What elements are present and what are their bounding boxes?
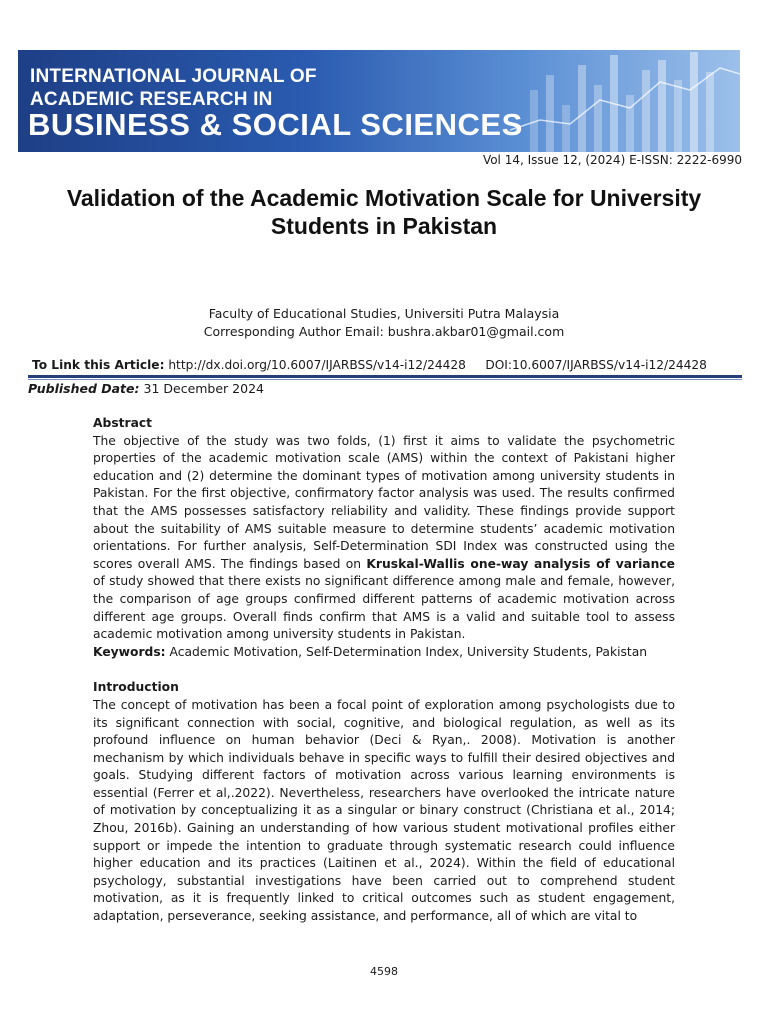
journal-banner [18, 50, 740, 152]
abstract-text-part2: of study showed that there exists no significant difference among male and female, however, the comparison of age groups confirmed different patterns of academic motivation across different age groups. Overall finds confirm that AMS is a valid and suitable tool to assess academic motivation among university students in Pakistan. [93, 574, 675, 642]
chart-graphic-decoration [510, 50, 740, 152]
volume-info: Vol 14, Issue 12, (2024) E-ISSN: 2222-6990 [482, 153, 742, 167]
divider-thin [28, 379, 742, 380]
introduction-text: The concept of motivation has been a focal point of exploration among psychologists due to its significant connection with social, cognitive, and biological regulation, as well as its profound influence on human behavior (Deci & Ryan,. 2008). Motivation is another mechanism by which individuals behave in specific ways to fulfill their desired objectives and goals. Studying different factors of motivation across various learning environments is essential (Ferrer et al,.2022). Nevertheless, researchers have overlooked the intricate nature of motivation by conceptualizing it as a singular or binary construct (Christiana et al., 2014; Zhou, 2016b). Gaining an understanding of how various student motivational profiles either support or impede the intention to graduate through systematic research could influence higher education and its practices (Laitinen et al., 2024). Within the field of educational psychology, substantial investigations have been carried out to comprehend student motivation, as it is frequently linked to critical outcomes such as student engagement, adaptation, perseverance, seeking assistance, and performance, all of which are vital to [93, 697, 675, 924]
abstract-heading: Abstract [93, 416, 153, 430]
page-number: 4598 [370, 965, 398, 978]
article-body [93, 415, 675, 926]
corresponding-email: Corresponding Author Email: bushra.akbar01@gmail.com [203, 324, 565, 339]
affiliation: Faculty of Educational Studies, Universiti Putra Malaysia [208, 306, 560, 321]
keywords-value: Academic Motivation, Self-Determination Index, University Students, Pakistan [165, 644, 648, 659]
abstract-text-bold: Kruskal-Wallis one-way analysis of variance [366, 556, 675, 571]
keywords-label: Keywords: [93, 644, 166, 659]
journal-name-line2: ACADEMIC RESEARCH IN [30, 89, 273, 110]
published-label: Published Date: [28, 381, 140, 396]
doi[interactable]: DOI:10.6007/IJARBSS/v14-i12/24428 [485, 358, 707, 372]
abstract-text-part1: The objective of the study was two folds, (1) first it aims to validate the psychometric properties of the academic motivation scale (AMS) within the context of Pakistani higher education and (2) determine the dominant types of motivation among university students in Pakistan. For the first objective, confirmatory factor analysis was used. The results confirmed that the AMS possesses satisfactory reliability and validity. These findings provide support about the suitability of AMS suitable measure to determine students’ academic motivation orientations. For further analysis, Self-Determination SDI Index was constructed using the scores overall AMS. The findings based on [93, 433, 675, 571]
article-link-line [32, 358, 707, 372]
introduction-heading: Introduction [93, 680, 179, 695]
published-value: 31 December 2024 [143, 381, 264, 396]
published-date [28, 381, 264, 396]
abstract-text [93, 433, 675, 644]
paper-title: Validation of the Academic Motivation Scale for University Students in Pakistan [66, 185, 702, 239]
keywords [93, 644, 675, 662]
journal-name-line1: INTERNATIONAL JOURNAL OF [30, 66, 317, 87]
author-info [60, 305, 708, 341]
divider [28, 375, 742, 378]
article-url[interactable]: http://dx.doi.org/10.6007/IJARBSS/v14-i12/24428 [168, 358, 466, 372]
link-label: To Link this Article: [32, 358, 165, 372]
journal-name-line3: BUSINESS & SOCIAL SCIENCES [28, 107, 523, 142]
